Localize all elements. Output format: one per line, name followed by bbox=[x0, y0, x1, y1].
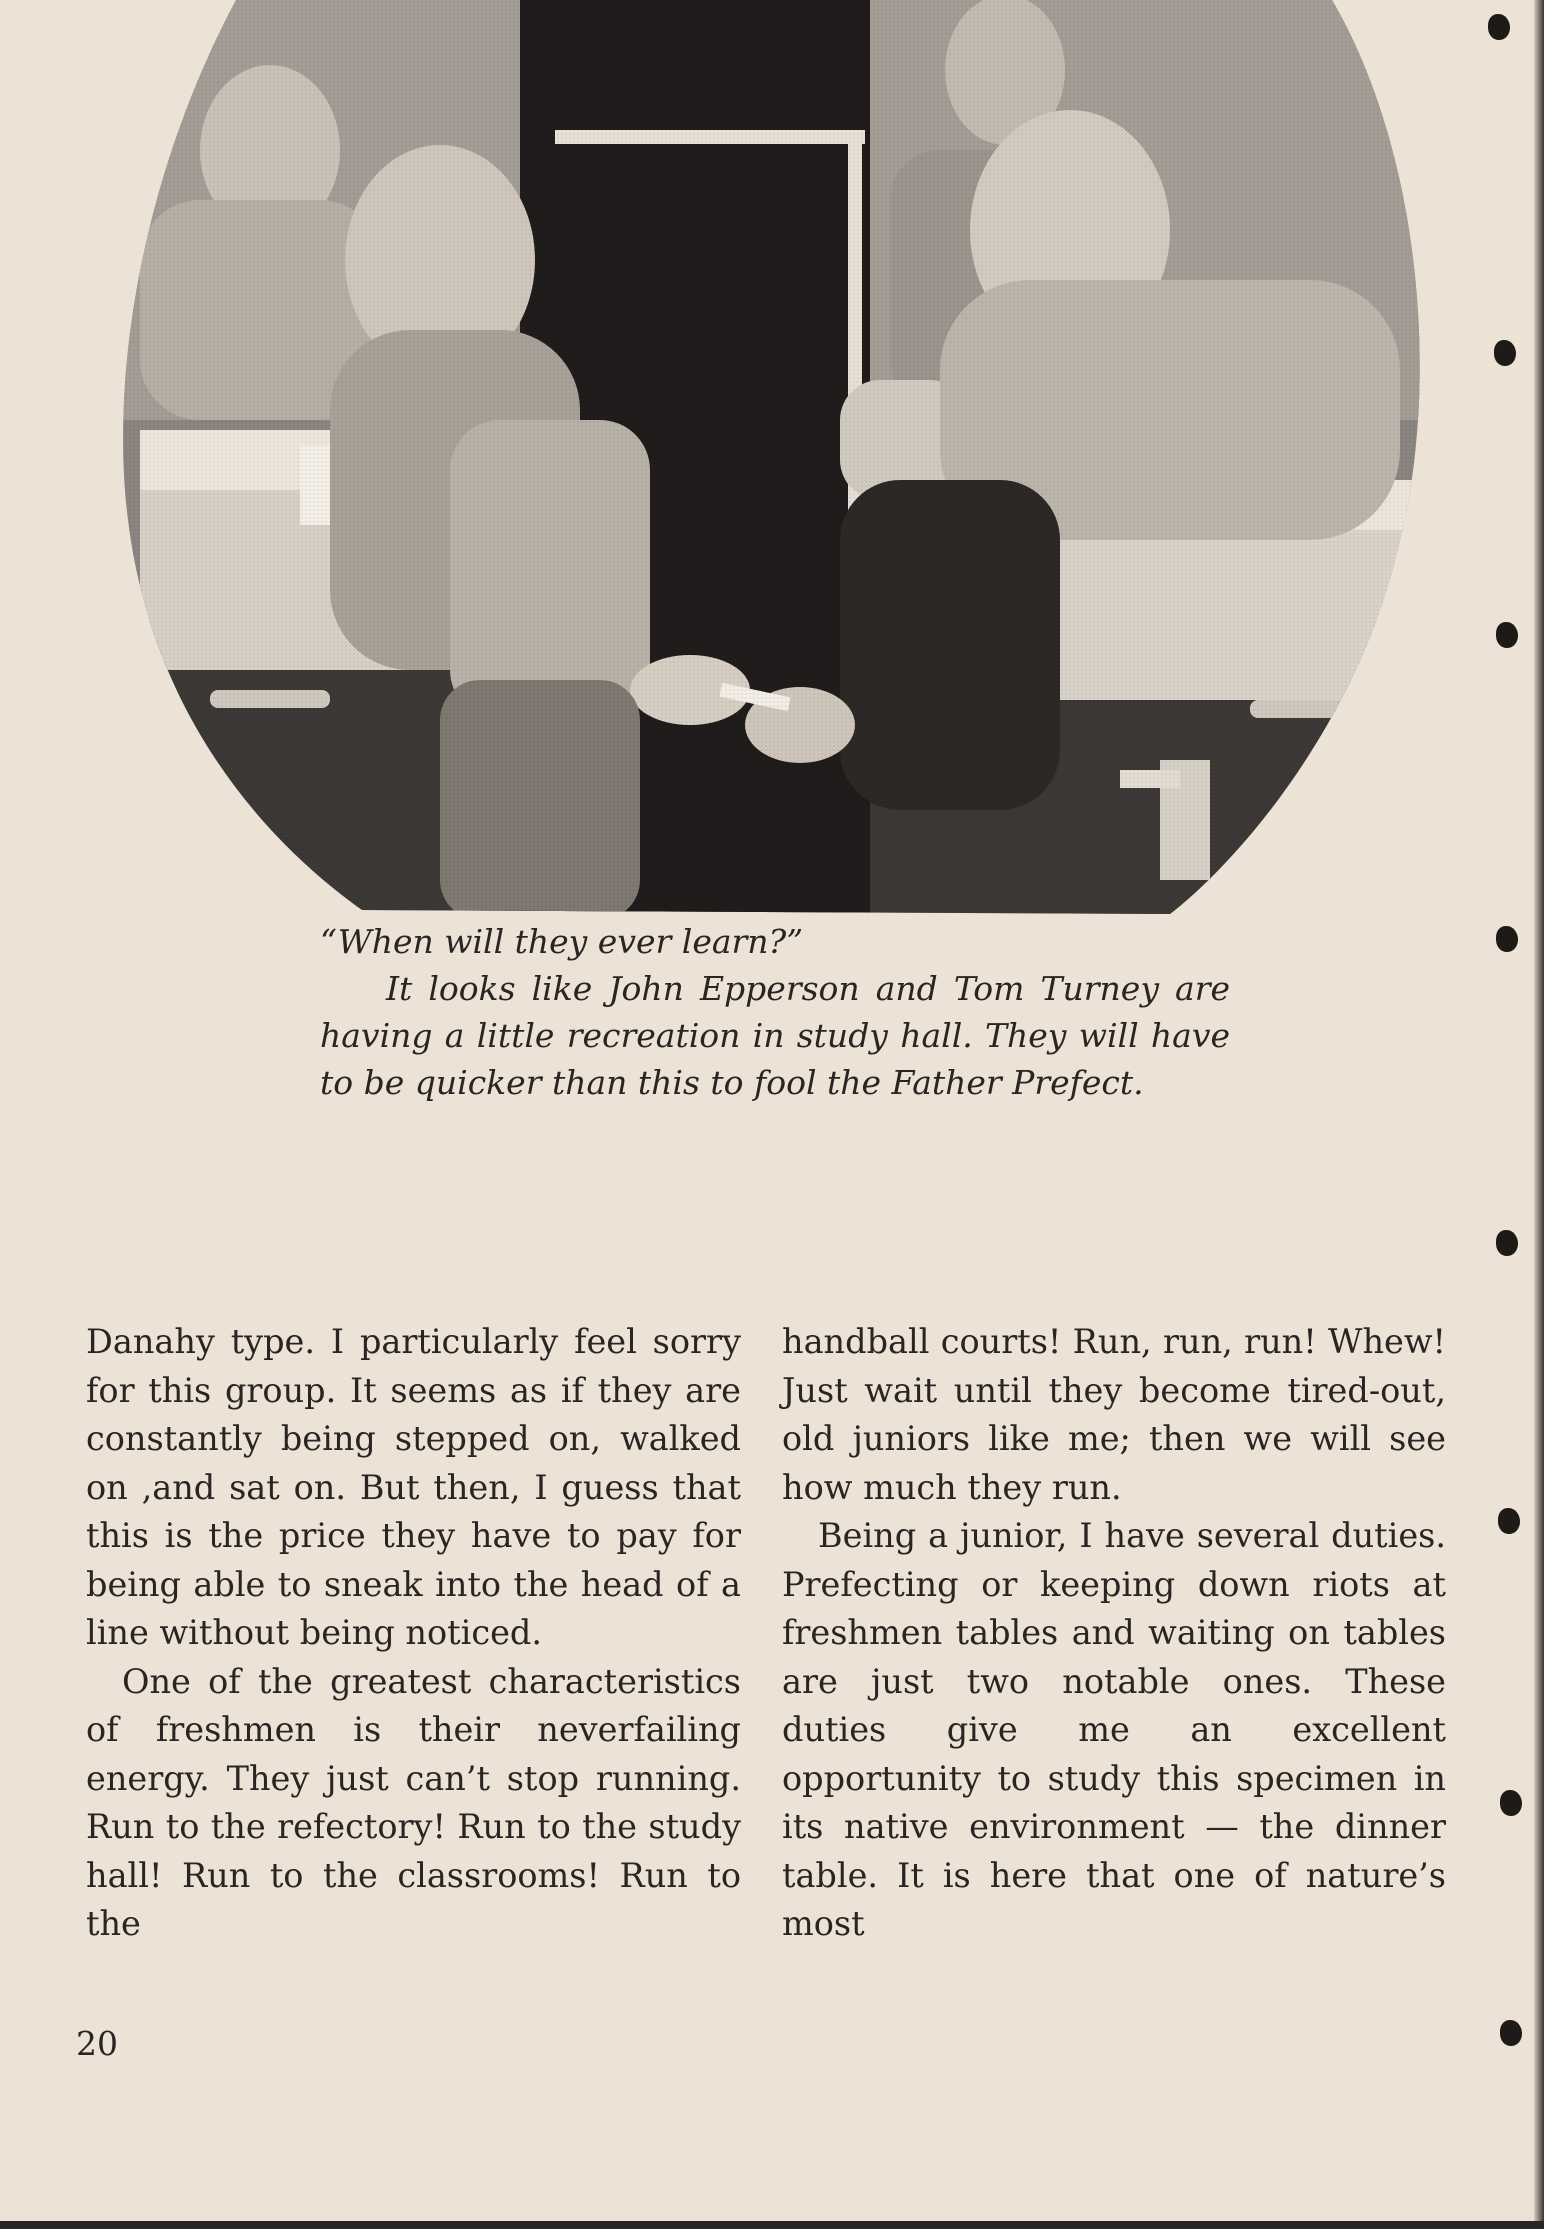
left-paragraph-2: One of the greatest characteristics of freshmen is their neverfailing energy. They just can’t stop running. Run to the refectory! Run to the study hall! Run to the classrooms! Run to the bbox=[86, 1661, 741, 1943]
caption-body: It looks like John Epperson and Tom Turney are having a little recreation in study hall. They will have to be quicker than this to fool the Father Prefect. bbox=[320, 969, 1230, 1102]
bottom-edge bbox=[0, 2221, 1544, 2229]
left-column bbox=[86, 1318, 741, 1949]
binder-hole bbox=[1498, 1508, 1520, 1534]
photo-caption bbox=[320, 918, 1230, 1106]
binder-hole bbox=[1500, 2020, 1522, 2046]
right-column bbox=[782, 1318, 1446, 1949]
left-paragraph-1: Danahy type. I particularly feel sorry for this group. It seems as if they are constantly being stepped on, walked on ,and sat on. But then, I guess that this is the price they have to pay for being able to sneak into the head of a line without being noticed. bbox=[86, 1322, 741, 1652]
caption-quote: “When will they ever learn?” bbox=[320, 922, 804, 961]
binder-hole bbox=[1500, 1790, 1522, 1816]
photo-study-hall bbox=[0, 0, 1544, 920]
binder-hole bbox=[1496, 926, 1518, 952]
binder-hole bbox=[1496, 1230, 1518, 1256]
right-paragraph-2: Being a junior, I have several duties. Prefecting or keeping down riots at freshmen tables and waiting on tables are just two notable ones. These duties give me an excellent opportunity to study this specimen in its native environment — the dinner table. It is here that one of nature’s most bbox=[782, 1516, 1446, 1943]
page-number: 20 bbox=[76, 2024, 118, 2063]
right-paragraph-1: handball courts! Run, run, run! Whew! Just wait until they become tired-out, old juniors like me; then we will see how much they run. bbox=[782, 1322, 1446, 1507]
